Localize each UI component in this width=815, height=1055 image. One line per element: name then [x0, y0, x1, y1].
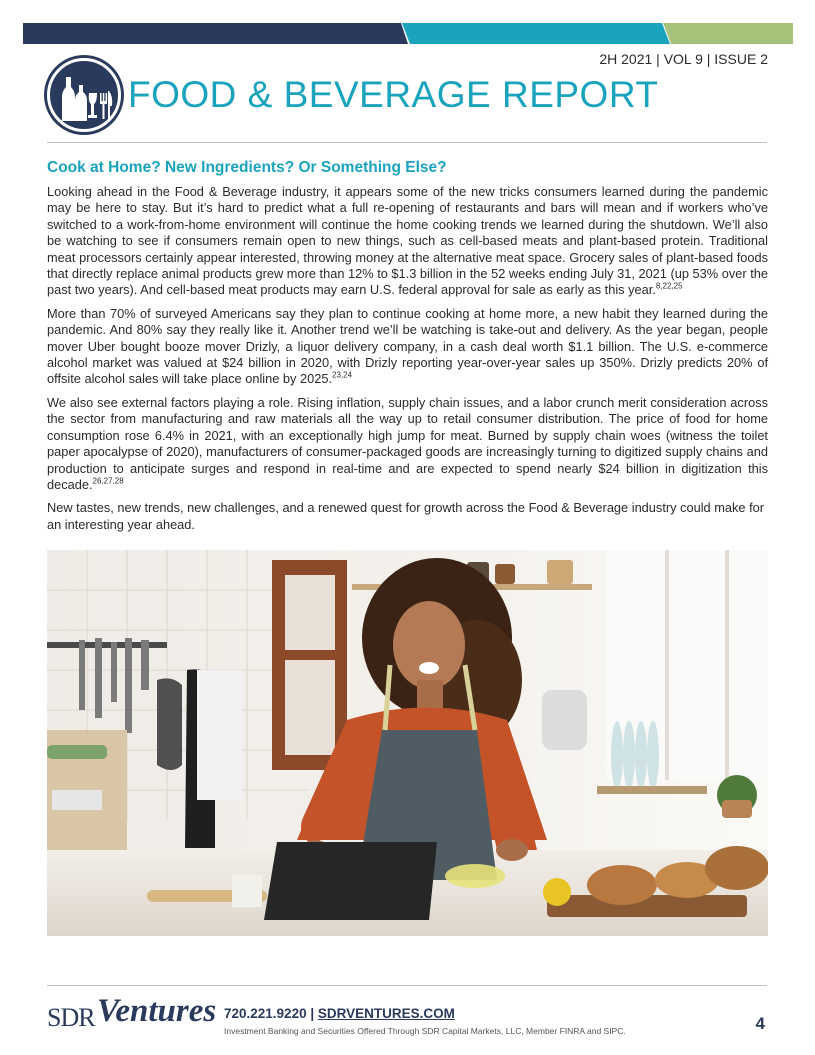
- divider-bottom: [47, 985, 767, 986]
- report-title: FOOD & BEVERAGE REPORT: [128, 74, 659, 115]
- reference-superscript: 8,22,25: [655, 282, 683, 292]
- website-link[interactable]: SDRVENTURES.COM: [317, 1006, 455, 1021]
- reference-superscript: 26,27,28: [92, 476, 124, 486]
- phone-number: 720.221.9220: [224, 1006, 307, 1021]
- section-heading: Cook at Home? New Ingredients? Or Something Else?: [47, 159, 447, 176]
- footer-disclaimer: Investment Banking and Securities Offered Through SDR Capital Markets, LLC, Member FINRA and SIPC.: [224, 1026, 626, 1036]
- contact-line: 720.221.9220 | SDRVENTURES.COM: [224, 1006, 455, 1021]
- issue-period: 2H 2021: [599, 51, 653, 67]
- issue-number: ISSUE 2: [714, 51, 768, 67]
- header-bar-teal: [402, 23, 670, 44]
- paragraph: More than 70% of surveyed Americans say they plan to continue cooking at home more, a new habit they learned during the pandemic. And 80% say they really like it. Another trend we’ll be watching is take-out and delivery. As the year began, people mover Uber bought booze mover Drizly, a liquor delivery company, in a cash deal worth $1.1 billion. The U.S. e-commerce alcohol market was valued at $24 billion in 2020, with Drizly reporting year-over-year sales up 350%. Drizly predicts 20% of offsite alcohol sales will take place online by 2025.$^{23,24}$: [47, 305, 768, 387]
- paragraph: New tastes, new trends, new challenges, and a renewed quest for growth across the Food & Beverage industry could make for an interesting year ahead.: [47, 500, 765, 532]
- reference-superscript: 23,24: [332, 371, 353, 381]
- issue-volume: VOL 9: [663, 51, 703, 67]
- kitchen-photo: [47, 550, 768, 936]
- issue-info: 2H 2021 | VOL 9 | ISSUE 2: [599, 51, 768, 67]
- paragraph: We also see external factors playing a role. Rising inflation, supply chain issues, and a labor crunch merit consideration across the sector from manufacturing and raw materials all the way up to retail consumer distribution. The price of food for home consumption rose 6.4% in 2021, with an exceptionally high jump for meat. Burned by supply chain woes (witness the toilet paper apocalypse of 2020), manufacturers of consumer-packaged goods are increasingly turning to digitized supply chains and production to anticipate surges and respond in real-time and are expected to spend nearly $24 billion in digitization this decade.$^{26,27,28}$: [47, 394, 768, 492]
- header-bar-green: [663, 23, 793, 44]
- bottles-and-cutlery-icon: [47, 58, 121, 132]
- paragraph: Looking ahead in the Food & Beverage industry, it appears some of the new tricks consumers learned during the pandemic may be here to stay. But it’s hard to predict what a full re-opening of restaurants and bars will mean and if workers who’ve switched to a work-from-home environment will continue the home cooking trends we learned during the shutdown. We’ll also be watching to see if consumers remain open to new things, such as cell-based meats and plant-based protein. Traditional meat processors certainly appear interested, throwing money at the alternative meat space. Grocery sales of plant-based foods that directly replace animal products grew more than 12% to $1.3 billion in the 52 weeks ending July 31, 2021 (up 53% over the past two years). And cell-based meat products may earn U.S. federal approval for sale as early as this year.$^{8,22,25}$: [47, 184, 768, 298]
- header-bar-navy: [23, 23, 408, 44]
- article-body: [47, 184, 768, 540]
- page-number: 4: [755, 1014, 765, 1033]
- divider-top: [47, 142, 767, 143]
